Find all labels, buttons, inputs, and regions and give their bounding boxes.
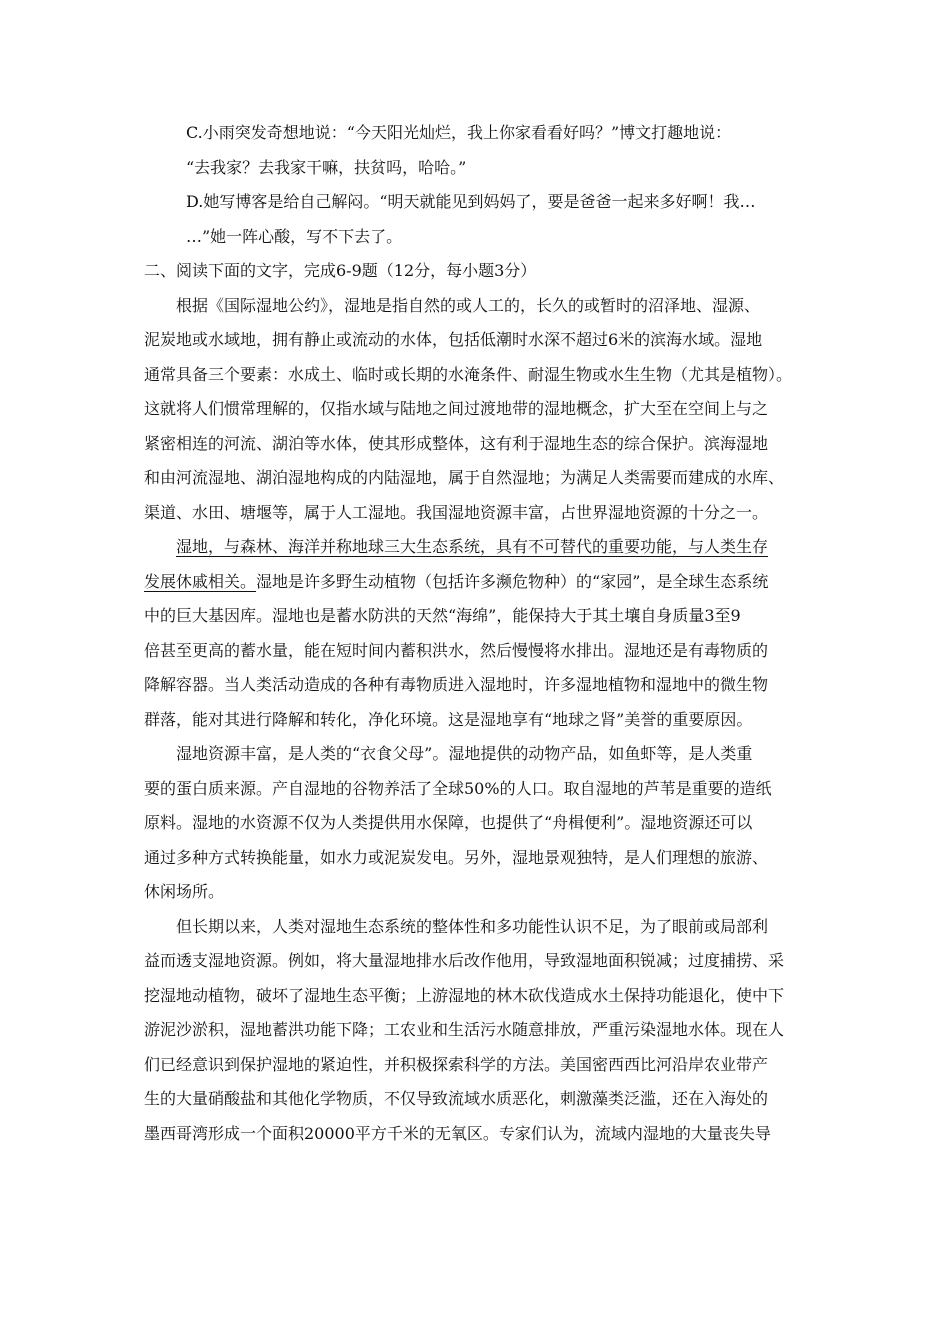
paragraph-line bbox=[144, 568, 808, 603]
paragraph-line: 通常具备三个要素：水成土、临时或长期的水淹条件、耐湿生物或水生生物（尤其是植物）。 bbox=[144, 364, 793, 384]
paragraph-2 bbox=[144, 533, 808, 740]
paragraph-line: 和由河流湿地、湖泊湿地构成的内陆湿地，属于自然湿地；为满足人类需要而建成的水库、 bbox=[144, 468, 785, 487]
paragraph-text: 湿地是许多野生动植物（包括许多濒危物种）的“家园”，是全球生态系统 bbox=[256, 571, 769, 591]
paragraph-line: 中的巨大基因库。湿地也是蓄水防洪的天然“海绵”，能保持大于其土壤自身质量3至9 bbox=[144, 606, 741, 625]
underlined-key-sentence-part-2: 发展休戚相关。 bbox=[144, 571, 257, 591]
underlined-key-sentence-part-1: 湿地，与森林、海洋并称地球三大生态系统，具有不可替代的重要功能，与人类生存 bbox=[176, 537, 769, 556]
paragraph-line: 泥炭地或水域地，拥有静止或流动的水体，包括低潮时水深不超过6米的滨海水域。湿地 bbox=[144, 330, 763, 349]
paragraph-line: 益而透支湿地资源。例如，将大量湿地排水后改作他用，导致湿地面积锐减；过度捕捞、采 bbox=[144, 951, 785, 970]
paragraph-3 bbox=[144, 740, 808, 913]
paragraph-line: 要的蛋白质来源。产自湿地的谷物养活了全球50%的人口。取自湿地的芦苇是重要的造纸 bbox=[144, 778, 772, 798]
paragraph-line: 休闲场所。 bbox=[144, 882, 225, 901]
paragraph-line: 紧密相连的河流、湖泊等水体，使其形成整体，这有利于湿地生态的综合保护。滨海湿地 bbox=[144, 433, 769, 453]
paragraph-line: 墨西哥湾形成一个面积20000平方千米的无氧区。专家们认为，流域内湿地的大量丧失导 bbox=[144, 1123, 771, 1143]
paragraph-line: 根据《国际湿地公约》，湿地是指自然的或人工的，长久的或暂时的沼泽地、湿源、 bbox=[176, 295, 761, 315]
paragraph-line: 游泥沙淤积，湿地蓄洪功能下降；工农业和生活污水随意排放，严重污染湿地水体。现在人 bbox=[144, 1020, 785, 1039]
page-content bbox=[144, 119, 808, 1154]
paragraph-line: 们已经意识到保护湿地的紧迫性，并积极探索科学的方法。美国密西西比河沿岸农业带产 bbox=[144, 1054, 769, 1074]
paragraph-4 bbox=[144, 913, 808, 1155]
paragraph-line: 倍甚至更高的蓄水量，能在短时间内蓄积洪水，然后慢慢将水排出。湿地还是有毒物质的 bbox=[144, 640, 769, 660]
paragraph-line: 这就将人们惯常理解的，仅指水域与陆地之间过渡地带的湿地概念，扩大至在空间上与之 bbox=[144, 399, 769, 418]
paragraph-line: 生的大量硝酸盐和其他化学物质，不仅导致流域水质恶化，刺激藻类泛滥，还在入海处的 bbox=[144, 1089, 769, 1108]
option-c-line-2: “去我家？去我家干嘛，扶贫吗，哈哈。” bbox=[186, 157, 467, 177]
paragraph-line: 原料。湿地的水资源不仅为人类提供用水保障，也提供了“舟楫便利”。湿地资源还可以 bbox=[144, 813, 753, 832]
paragraph-line: 群落，能对其进行降解和转化，净化环境。这是湿地享有“地球之肾”美誉的重要原因。 bbox=[144, 709, 753, 729]
paragraph-line: 但长期以来，人类对湿地生态系统的整体性和多功能性认识不足，为了眼前或局部利 bbox=[176, 916, 769, 936]
option-c-line-1: C.小雨突发奇想地说：“今天阳光灿烂，我上你家看看好吗？”博文打趣地说： bbox=[186, 123, 732, 142]
paragraph-line bbox=[144, 533, 808, 568]
option-d-line-2: …”她一阵心酸，写不下去了。 bbox=[186, 226, 403, 246]
paragraph-line: 通过多种方式转换能量，如水力或泥炭发电。另外，湿地景观独特，是人们理想的旅游、 bbox=[144, 847, 769, 867]
paragraph-line: 降解容器。当人类活动造成的各种有毒物质进入湿地时，许多湿地植物和湿地中的微生物 bbox=[144, 675, 769, 694]
paragraph-line: 挖湿地动植物，破坏了湿地生态平衡；上游湿地的林木砍伐造成水土保持功能退化，使中下 bbox=[144, 985, 785, 1005]
section-title: 二、阅读下面的文字，完成6-9题（12分，每小题3分） bbox=[144, 261, 537, 280]
paragraph-line: 渠道、水田、塘堰等，属于人工湿地。我国湿地资源丰富，占世界湿地资源的十分之一。 bbox=[144, 502, 769, 522]
paragraph-line: 湿地资源丰富，是人类的“衣食父母”。湿地提供的动物产品，如鱼虾等，是人类重 bbox=[176, 744, 753, 763]
option-d-line-1: D.她写博客是给自己解闷。“明天就能见到妈妈了，要是爸爸一起来多好啊！我… bbox=[186, 192, 756, 211]
paragraph-1 bbox=[144, 292, 808, 534]
